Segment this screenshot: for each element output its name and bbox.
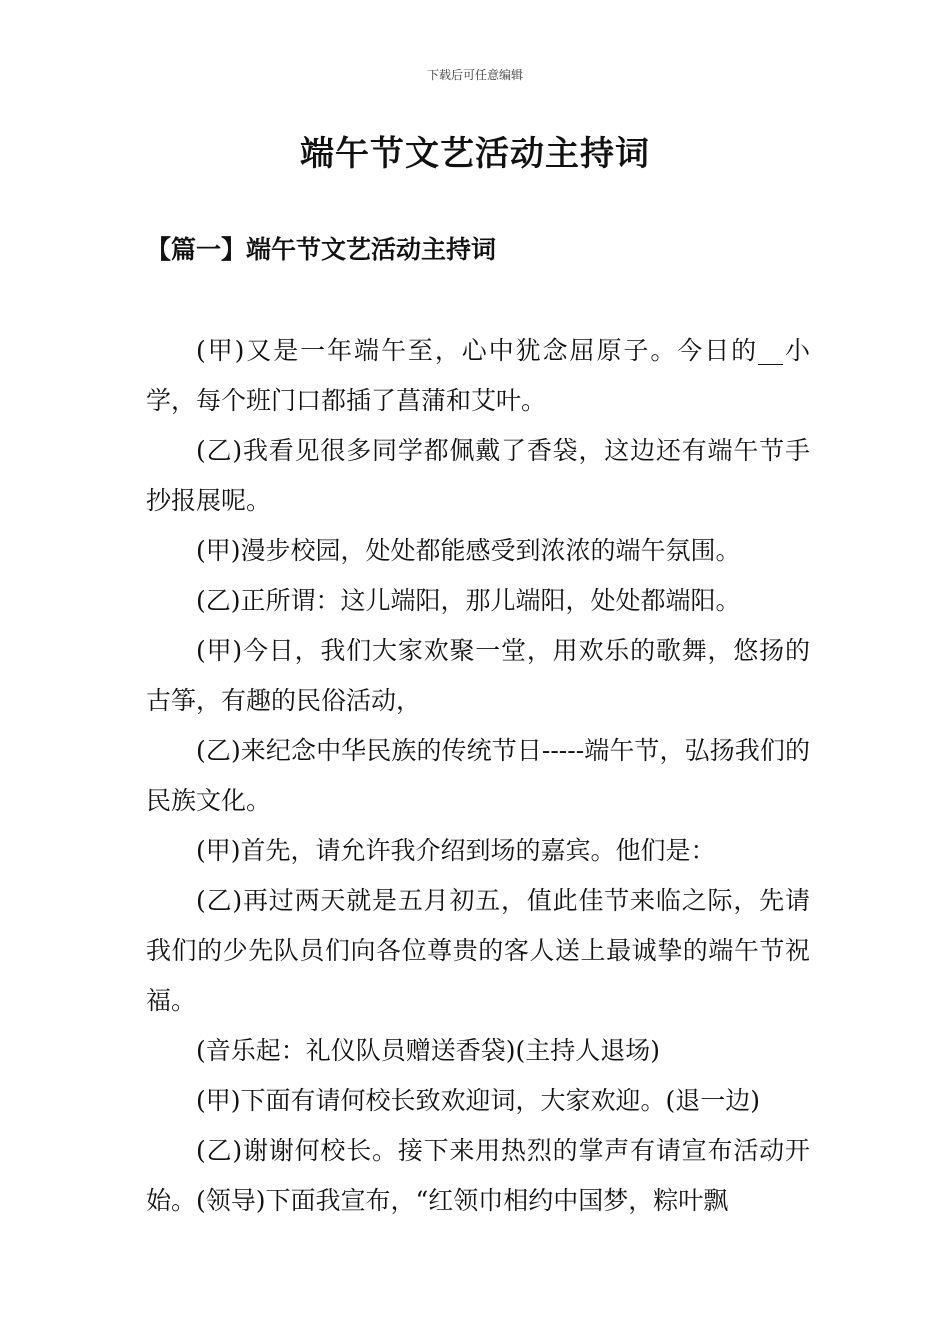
section-heading: 【篇一】端午节文艺活动主持词 [146, 235, 497, 264]
paragraph: (乙)再过两天就是五月初五，值此佳节来临之际，先请我们的少先队员们向各位尊贵的客人送上最诚挚的端午节祝福。 [146, 886, 810, 1015]
document-body [146, 326, 810, 1226]
header-note: 下载后可任意编辑 [426, 68, 523, 82]
document-title: 端午节文艺活动主持词 [300, 134, 650, 174]
paragraph: (甲)漫步校园，处处都能感受到浓浓的端午氛围。 [196, 536, 741, 565]
paragraph: (音乐起：礼仪队员赠送香袋)(主持人退场) [196, 1036, 661, 1065]
paragraph: (甲)首先，请允许我介绍到场的嘉宾。他们是： [196, 836, 716, 865]
paragraph: (甲)今日，我们大家欢聚一堂，用欢乐的歌舞，悠扬的古筝，有趣的民俗活动， [146, 636, 810, 715]
paragraph: (乙)来纪念中华民族的传统节日-----端午节，弘扬我们的民族文化。 [146, 736, 810, 815]
paragraph: (乙)谢谢何校长。接下来用热烈的掌声有请宣布活动开始。(领导)下面我宣布，“红领巾相约中国梦，粽叶飘 [146, 1136, 810, 1215]
paragraph: (甲)下面有请何校长致欢迎词，大家欢迎。(退一边) [196, 1086, 761, 1115]
paragraph: (乙)正所谓：这儿端阳，那儿端阳，处处都端阳。 [196, 586, 741, 615]
paragraph: (乙)我看见很多同学都佩戴了香袋，这边还有端午节手抄报展呢。 [146, 436, 810, 515]
paragraph: (甲)又是一年端午至，心中犹念屈原子。今日的__小学，每个班门口都插了菖蒲和艾叶。 [146, 336, 810, 415]
